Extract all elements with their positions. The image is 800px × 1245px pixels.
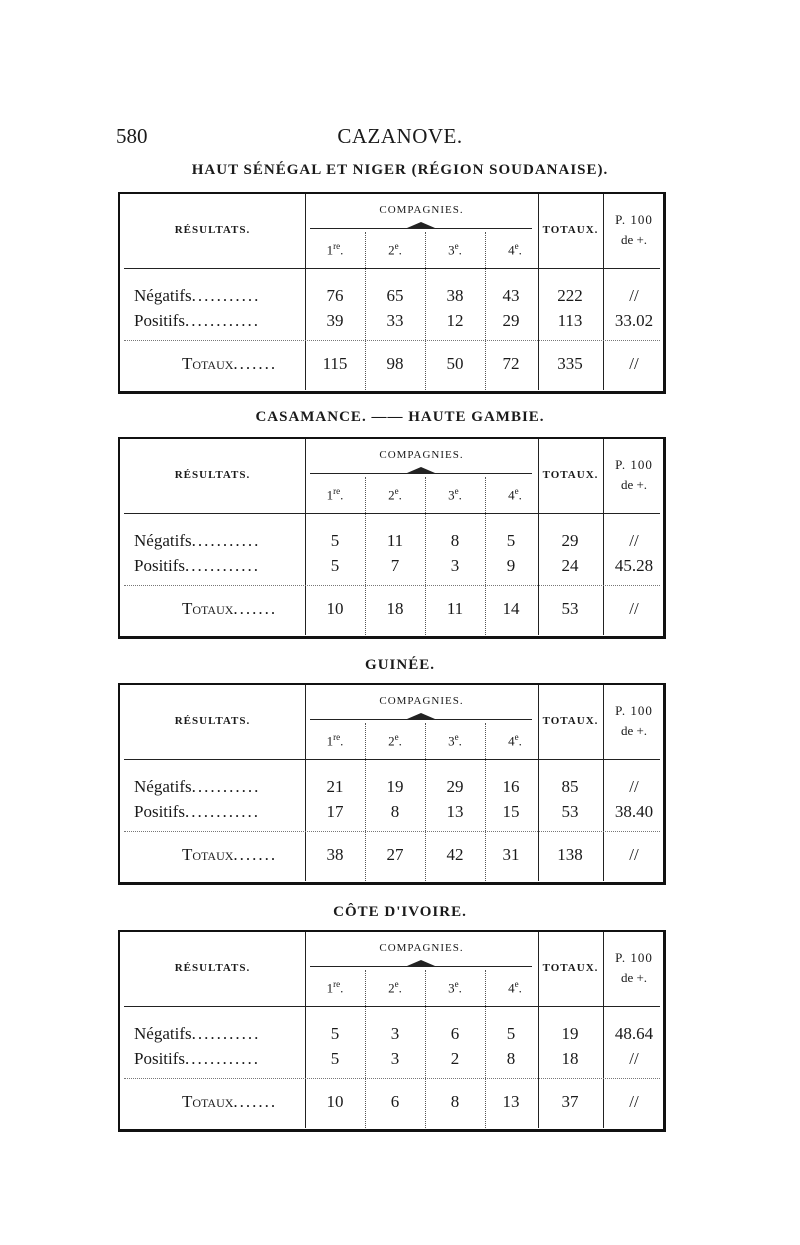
total-label-text: Totaux [182,845,234,864]
total-cell: 37 [561,1092,579,1111]
row-label-text: Négatifs [134,286,192,305]
header-company-1 [305,732,365,749]
row-label-dots: ............ [185,802,261,821]
header-p100-de: de +. [620,477,648,492]
header-totaux: TOTAUX. [542,962,599,974]
table-cell: 8 [450,531,460,550]
total-cell: 98 [386,354,404,373]
table-cell: 24 [561,556,579,575]
table-cell: 3 [390,1049,400,1068]
total-cell: 72 [502,354,520,373]
company-ordinal: e [394,486,399,496]
compagnies-brace-peak [407,713,435,719]
header-company-3 [425,979,485,996]
table-cell: 21 [326,777,344,796]
row-label-text: Positifs [134,802,186,821]
table-title: GUINÉE. [365,657,435,673]
table-cell: 15 [502,802,520,821]
company-number: 2 [388,487,395,503]
table-cell: 29 [561,531,579,550]
company-ordinal: e [454,732,459,742]
total-cell: // [629,1092,639,1111]
table-cell: 9 [506,556,516,575]
header-rule [124,759,660,760]
row-label-negatifs [134,1024,260,1044]
company-ordinal: re [333,241,341,251]
header-company-4 [485,732,545,749]
header-company-2 [365,241,425,258]
running-head: CAZANOVE. [337,124,463,148]
table-cell: 29 [502,311,520,330]
company-ordinal: e [454,979,459,989]
header-company-3 [425,241,485,258]
compagnies-brace [310,966,532,973]
compagnies-brace-peak [407,960,435,966]
header-compagnies: COMPAGNIES. [379,204,464,216]
table-cell: 6 [450,1024,460,1043]
header-resultats: RÉSULTATS. [174,715,251,727]
company-number: 2 [388,733,395,749]
table-cell: 39 [326,311,344,330]
total-cell: // [629,599,639,618]
company-number: 4 [508,980,515,996]
table-cell: // [629,1049,639,1068]
table-cell: 2 [450,1049,460,1068]
row-label-positifs [134,556,260,576]
company-number: 3 [448,980,455,996]
company-ordinal: re [333,979,341,989]
total-label-dots: ....... [233,1092,278,1111]
header-company-4 [485,486,545,503]
company-dot: . [518,242,522,258]
total-cell: 10 [326,599,344,618]
company-number: 3 [448,733,455,749]
table-cell: 76 [326,286,344,305]
total-cell: 11 [446,599,464,618]
header-p100-de: de +. [620,232,648,247]
header-p100: P. 100 [615,703,653,718]
row-label-negatifs [134,777,260,797]
table-cell: 43 [502,286,520,305]
data-table [118,437,666,639]
company-dot: . [518,487,522,503]
company-dot: . [458,487,462,503]
company-dot: . [340,733,344,749]
header-p100: P. 100 [615,950,653,965]
table-cell: // [629,777,639,796]
table-cell: 45.28 [614,556,654,575]
total-cell: 18 [386,599,404,618]
header-company-3 [425,486,485,503]
row-label-negatifs [134,531,260,551]
total-label-text: Totaux [182,1092,234,1111]
row-label-dots: ............ [185,311,261,330]
table-cell: 18 [561,1049,579,1068]
header-compagnies: COMPAGNIES. [379,942,464,954]
table-cell: 222 [557,286,583,305]
header-company-2 [365,979,425,996]
company-dot: . [398,733,402,749]
header-company-2 [365,486,425,503]
compagnies-brace [310,719,532,726]
table-title: HAUT SÉNÉGAL ET NIGER (RÉGION SOUDANAISE). [191,162,609,178]
company-ordinal: e [394,241,399,251]
table-cell: 5 [330,1024,340,1043]
header-totaux: TOTAUX. [542,715,599,727]
total-cell: 14 [502,599,520,618]
table-cell: 65 [386,286,404,305]
row-label-totaux [182,845,277,865]
company-dot: . [398,487,402,503]
company-number: 2 [388,242,395,258]
total-cell: 27 [386,845,404,864]
total-rule [124,340,660,341]
row-label-dots: ........... [191,777,261,796]
row-label-text: Positifs [134,311,186,330]
company-dot: . [398,242,402,258]
page-number: 580 [116,124,148,148]
row-label-totaux [182,599,277,619]
row-label-text: Négatifs [134,1024,192,1043]
company-number: 1 [326,487,334,503]
table-cell: 7 [390,556,400,575]
total-cell: 53 [561,599,579,618]
table-cell: // [629,531,639,550]
total-cell: 31 [502,845,520,864]
table-cell: 53 [561,802,579,821]
total-label-dots: ....... [233,354,278,373]
header-company-3 [425,732,485,749]
header-p100: P. 100 [615,212,653,227]
table-title: CASAMANCE. —— HAUTE GAMBIE. [255,409,545,425]
company-dot: . [340,980,344,996]
total-cell: 10 [326,1092,344,1111]
table-cell: 11 [386,531,404,550]
table-cell: 33.02 [614,311,654,330]
header-compagnies: COMPAGNIES. [379,449,464,461]
company-number: 3 [448,242,455,258]
table-cell: 85 [561,777,579,796]
row-label-dots: ............ [185,556,261,575]
total-rule [124,585,660,586]
row-label-negatifs [134,286,260,306]
header-p100-de: de +. [620,723,648,738]
company-ordinal: e [454,486,459,496]
row-label-text: Positifs [134,556,186,575]
company-ordinal: e [514,979,519,989]
row-label-dots: ........... [191,1024,261,1043]
row-label-totaux [182,354,277,374]
header-resultats: RÉSULTATS. [174,962,251,974]
total-cell: 138 [557,845,583,864]
row-label-totaux [182,1092,277,1112]
table-cell: 13 [446,802,464,821]
header-totaux: TOTAUX. [542,224,599,236]
total-cell: // [629,845,639,864]
table-cell: 3 [390,1024,400,1043]
header-company-1 [305,241,365,258]
row-label-dots: ........... [191,286,261,305]
company-ordinal: e [514,732,519,742]
row-label-dots: ........... [191,531,261,550]
company-ordinal: e [514,486,519,496]
company-number: 1 [326,733,334,749]
total-cell: 50 [446,354,464,373]
company-ordinal: e [394,732,399,742]
table-cell: 5 [506,531,516,550]
header-compagnies: COMPAGNIES. [379,695,464,707]
table-cell: 12 [446,311,464,330]
row-label-text: Négatifs [134,777,192,796]
row-label-dots: ............ [185,1049,261,1068]
row-label-text: Positifs [134,1049,186,1068]
company-number: 2 [388,980,395,996]
company-number: 1 [326,242,334,258]
data-table [118,192,666,394]
company-ordinal: e [454,241,459,251]
company-dot: . [518,733,522,749]
company-number: 1 [326,980,334,996]
header-p100-de: de +. [620,970,648,985]
header-rule [124,513,660,514]
header-totaux: TOTAUX. [542,469,599,481]
company-number: 4 [508,242,515,258]
company-dot: . [340,487,344,503]
company-dot: . [340,242,344,258]
table-cell: 8 [506,1049,516,1068]
header-p100: P. 100 [615,457,653,472]
table-cell: 48.64 [614,1024,654,1043]
header-company-4 [485,241,545,258]
row-label-positifs [134,1049,260,1069]
table-cell: 5 [506,1024,516,1043]
company-dot: . [458,980,462,996]
header-rule [124,1006,660,1007]
total-cell: 335 [557,354,583,373]
row-label-text: Négatifs [134,531,192,550]
row-label-positifs [134,311,260,331]
table-cell: 16 [502,777,520,796]
total-rule [124,831,660,832]
header-company-2 [365,732,425,749]
compagnies-brace-peak [407,467,435,473]
table-cell: 5 [330,556,340,575]
table-cell: 29 [446,777,464,796]
table-cell: 17 [326,802,344,821]
company-ordinal: re [333,486,341,496]
company-dot: . [458,242,462,258]
table-cell: 113 [557,311,583,330]
compagnies-brace-peak [407,222,435,228]
total-label-dots: ....... [233,845,278,864]
table-title: CÔTE D'IVOIRE. [333,904,467,920]
table-cell: // [629,286,639,305]
total-cell: 115 [322,354,348,373]
table-cell: 19 [386,777,404,796]
table-cell: 19 [561,1024,579,1043]
data-table [118,683,666,885]
total-rule [124,1078,660,1079]
company-dot: . [518,980,522,996]
data-table [118,930,666,1132]
company-number: 3 [448,487,455,503]
total-label-text: Totaux [182,354,234,373]
header-company-1 [305,486,365,503]
compagnies-brace [310,228,532,235]
total-cell: // [629,354,639,373]
company-ordinal: re [333,732,341,742]
header-resultats: RÉSULTATS. [174,469,251,481]
row-label-positifs [134,802,260,822]
header-resultats: RÉSULTATS. [174,224,251,236]
table-cell: 38.40 [614,802,654,821]
table-cell: 5 [330,1049,340,1068]
company-number: 4 [508,733,515,749]
header-rule [124,268,660,269]
header-company-1 [305,979,365,996]
total-label-dots: ....... [233,599,278,618]
company-ordinal: e [514,241,519,251]
total-cell: 38 [326,845,344,864]
total-cell: 42 [446,845,464,864]
table-cell: 3 [450,556,460,575]
total-label-text: Totaux [182,599,234,618]
table-cell: 33 [386,311,404,330]
total-cell: 6 [390,1092,400,1111]
company-number: 4 [508,487,515,503]
table-cell: 38 [446,286,464,305]
company-dot: . [458,733,462,749]
company-dot: . [398,980,402,996]
table-cell: 8 [390,802,400,821]
total-cell: 13 [502,1092,520,1111]
company-ordinal: e [394,979,399,989]
compagnies-brace [310,473,532,480]
table-cell: 5 [330,531,340,550]
header-company-4 [485,979,545,996]
total-cell: 8 [450,1092,460,1111]
